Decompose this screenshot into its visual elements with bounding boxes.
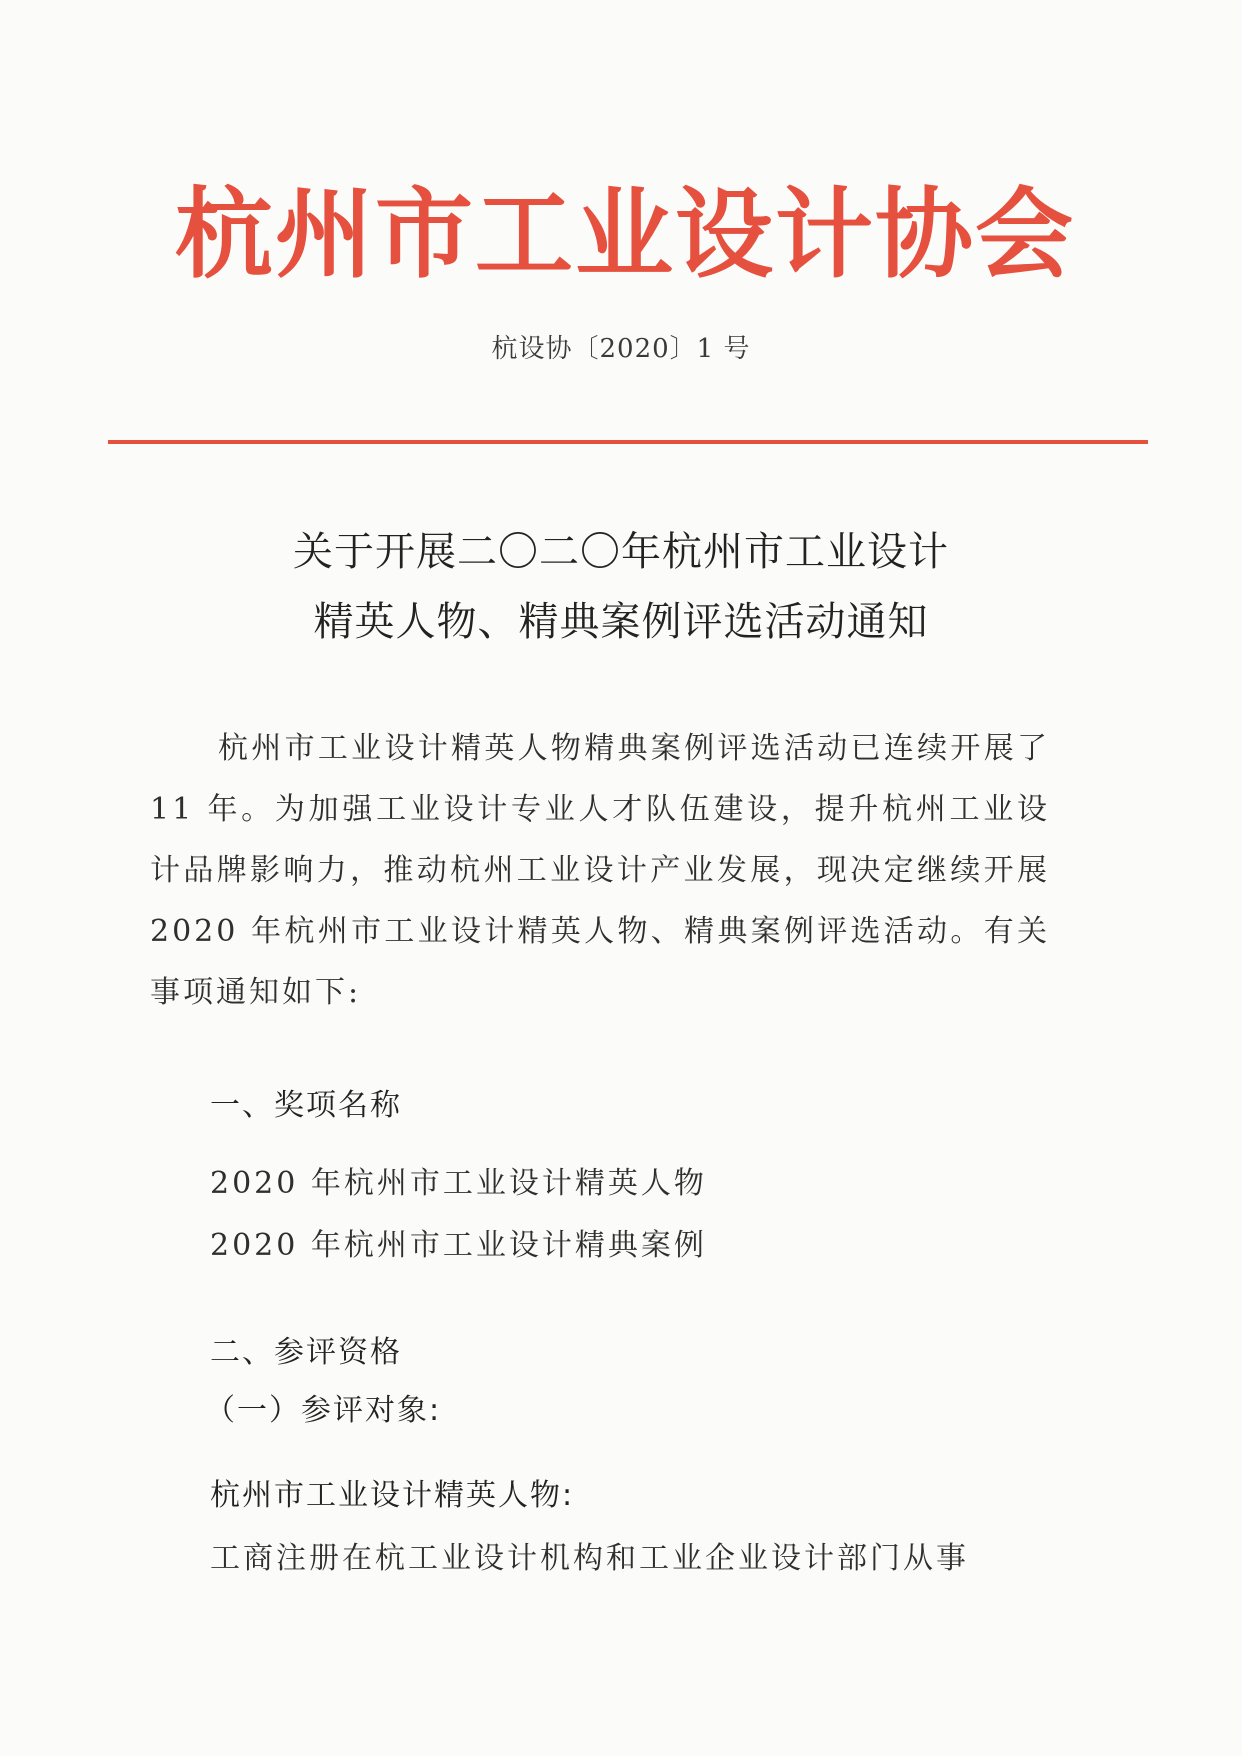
award-item-1: 2020 年杭州市工业设计精英人物: [210, 1166, 707, 1201]
organization-header: 杭州市工业设计协会: [174, 178, 1075, 292]
category-text: 工商注册在杭工业设计机构和工业企业设计部门从事: [210, 1541, 969, 1576]
red-divider: [108, 440, 1148, 444]
award-item-2: 2020 年杭州市工业设计精典案例: [210, 1228, 707, 1263]
intro-paragraph: 杭州市工业设计精英人物精典案例评选活动已连续开展了 11 年。为加强工业设计专业人才队伍建设，提升杭州工业设计品牌影响力，推动杭州工业设计产业发展，现决定继续开展 2020 年杭州市工业设计精英人物、精典案例评选活动。有关事项通知如下:: [150, 731, 1050, 1010]
section-2-heading: 二、参评资格: [210, 1335, 402, 1370]
document-number: 杭设协〔2020〕1 号: [491, 334, 751, 364]
document-title-line-2: 精英人物、精典案例评选活动通知: [313, 599, 929, 645]
subsection-heading: （一）参评对象:: [205, 1393, 442, 1428]
category-heading: 杭州市工业设计精英人物:: [210, 1478, 575, 1513]
document-title-line-1: 关于开展二〇二〇年杭州市工业设计: [293, 529, 949, 575]
section-1-heading: 一、奖项名称: [210, 1088, 402, 1123]
